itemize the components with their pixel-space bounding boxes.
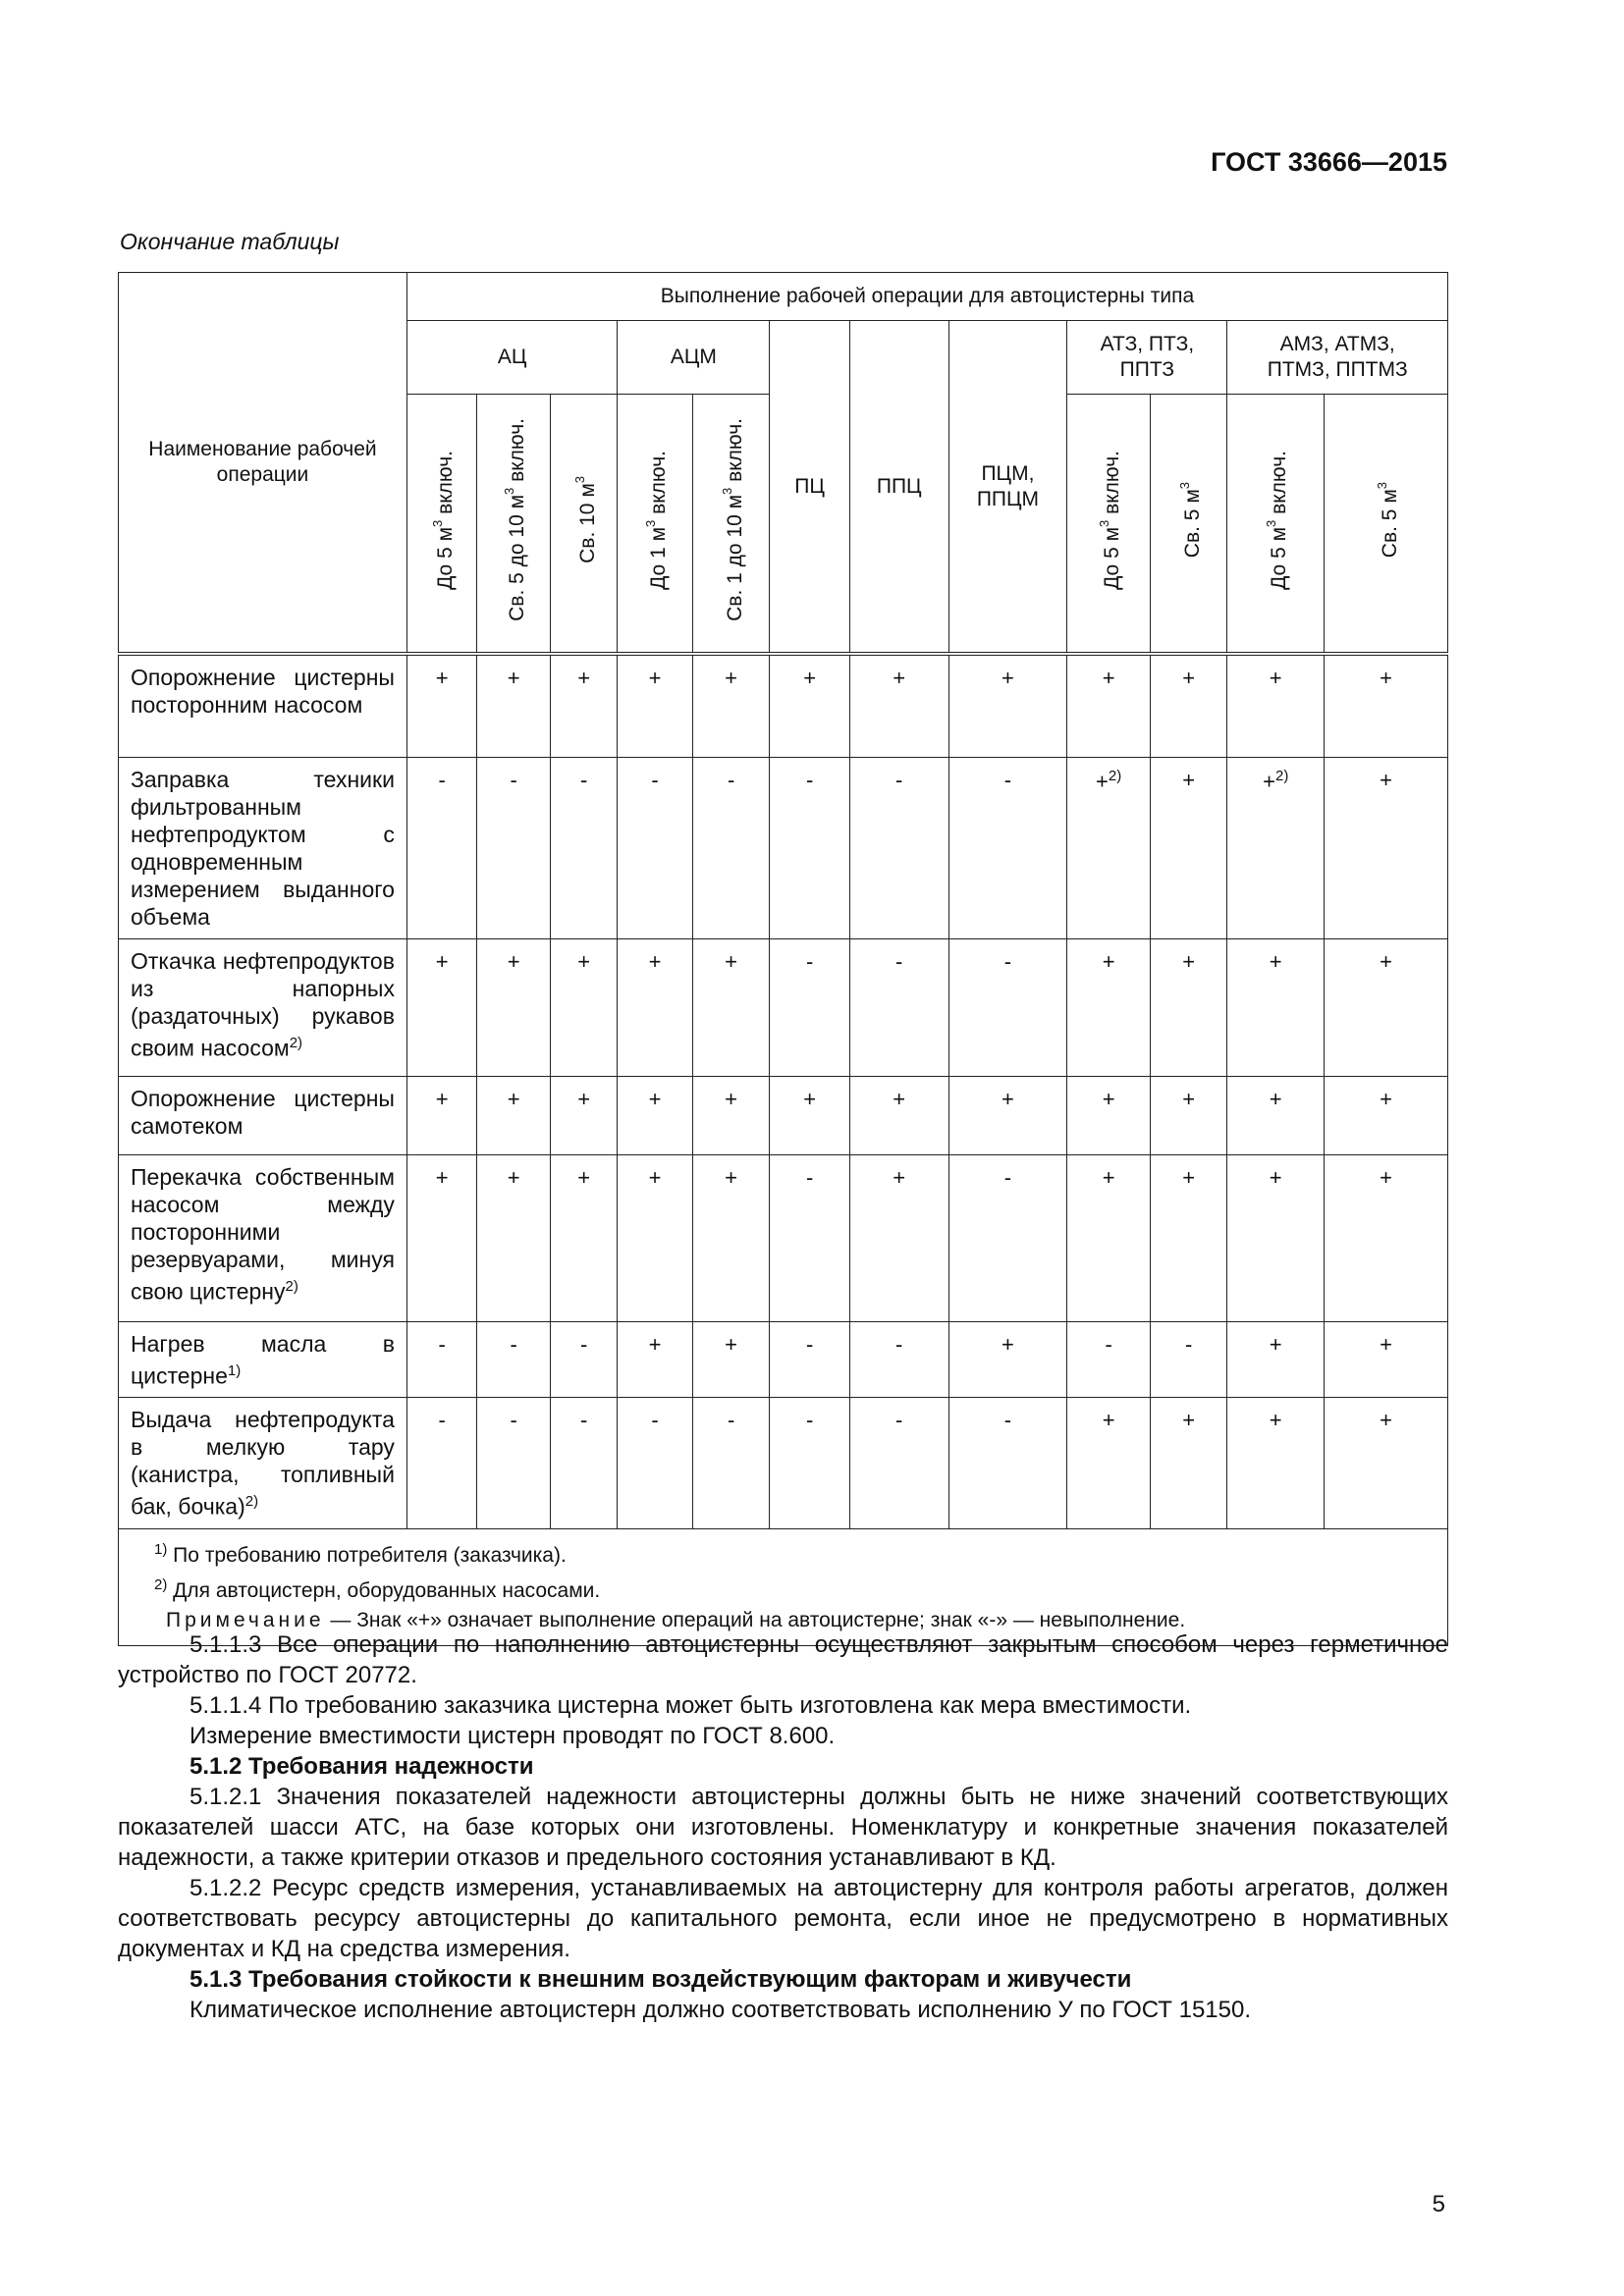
table-cell: + (849, 1076, 948, 1154)
paragraph-5-1-2-1: 5.1.2.1 Значения показателей надежности автоцистерны должны быть не ниже значений соответствующих показателей шасси АТС, на базе которых они изготовлены. Номенклатуру и конкретные значения показателей надежности, а также критерии отказов и предельного состояния устанавливают в КД. (118, 1784, 1448, 1871)
table-cell: - (849, 1321, 948, 1398)
col-ac-1: До 5 $м^3$ включ. (406, 395, 476, 655)
operation-name: Откачка нефтепродуктов из напорных (раздаточных) рукавов своим насосом$^{2)}$ (119, 938, 407, 1076)
table-cell: + (1325, 1076, 1448, 1154)
table-cell: - (770, 1398, 850, 1529)
table-cell: - (849, 938, 948, 1076)
operations-table (118, 272, 1448, 1646)
table-cell: + (948, 1321, 1067, 1398)
table-cell: + (477, 654, 550, 757)
heading-5-1-3: 5.1.3 Требования стойкости к внешним воздействующим факторам и живучести (189, 1966, 1132, 1993)
table-cell: + (1227, 938, 1325, 1076)
col-amz-1: До 5 $м^3$ включ. (1227, 395, 1325, 655)
footnote-2: $^{2)}$ Для автоцистерн, оборудованных насосами. (154, 1575, 601, 1602)
paragraph-capacity: Измерение вместимости цистерн проводят по ГОСТ 8.600. (189, 1723, 836, 1749)
table-cell: + (692, 1076, 770, 1154)
table-row (119, 1154, 1448, 1321)
col-ac-2: Св. 5 до 10 $м^3$ включ. (477, 395, 550, 655)
table-cell: +$^{2)}$ (1227, 757, 1325, 938)
table-row (119, 1398, 1448, 1529)
table-cell: + (1150, 1398, 1227, 1529)
paragraph-5-1-1-4: 5.1.1.4 По требованию заказчика цистерна может быть изготовлена как мера вместимости. (189, 1692, 1192, 1719)
table-cell: + (550, 654, 617, 757)
table-cell: + (618, 654, 693, 757)
col-ac-3: Св. 10 $м^3$ (550, 395, 617, 655)
table-cell: - (770, 757, 850, 938)
table-cell: + (1325, 938, 1448, 1076)
table-cell: - (550, 1321, 617, 1398)
subgroup-ac: АЦ (406, 321, 617, 395)
table-cell: + (692, 1154, 770, 1321)
table-cell: - (618, 1398, 693, 1529)
table-cell: - (406, 1321, 476, 1398)
operation-name-header: Наименование рабочей операции (119, 273, 407, 655)
col-atz-1: До 5 $м^3$ включ. (1067, 395, 1151, 655)
table-cell: - (477, 1321, 550, 1398)
table-row (119, 1076, 1448, 1154)
table-cell: + (477, 1154, 550, 1321)
subgroup-atz: АТЗ, ПТЗ, ППТЗ (1067, 321, 1227, 395)
table-cell: + (477, 938, 550, 1076)
table-cell: - (770, 1321, 850, 1398)
table-cell: - (406, 1398, 476, 1529)
subgroup-pcm: ПЦМ, ППЦМ (948, 321, 1067, 655)
table-row (119, 757, 1448, 938)
heading-5-1-2: 5.1.2 Требования надежности (189, 1753, 534, 1780)
table-cell: + (1150, 757, 1227, 938)
table-cell: + (477, 1076, 550, 1154)
table-cell: +$^{2)}$ (1067, 757, 1151, 938)
table-cell: + (1227, 1321, 1325, 1398)
operation-name: Нагрев масла в цистерне$^{1)}$ (119, 1321, 407, 1398)
table-cell: + (1150, 654, 1227, 757)
table-cell: - (692, 1398, 770, 1529)
operation-name: Заправка техники фильтрованным нефтепродуктом с одновременным измерением выданного объема (119, 757, 407, 938)
body-text (118, 1629, 1448, 2025)
table-cell: + (692, 1321, 770, 1398)
paragraph-climate: Климатическое исполнение автоцистерн должно соответствовать исполнению У по ГОСТ 15150. (189, 1997, 1252, 2023)
table-cell: + (770, 654, 850, 757)
table-cell: + (692, 938, 770, 1076)
table-cell: + (1325, 1398, 1448, 1529)
table-note: Примечание — Знак «+» означает выполнение операций на автоцистерне; знак «-» — невыполнение. (166, 1608, 1186, 1631)
table-cell: + (1067, 1076, 1151, 1154)
table-cell: + (1325, 1321, 1448, 1398)
table-cell: + (618, 938, 693, 1076)
paragraph-5-1-2-2: 5.1.2.2 Ресурс средств измерения, устанавливаемых на автоцистерну для контроля работы агрегатов, должен соответствовать ресурсу автоцистерны до капитального ремонта, если иное не предусмотрено в нормативных документах и КД на средства измерения. (118, 1875, 1448, 1962)
table-cell: + (948, 654, 1067, 757)
table-cell: - (477, 1398, 550, 1529)
col-acm-1: До 1 $м^3$ включ. (618, 395, 693, 655)
col-atz-2: Св. 5 $м^3$ (1150, 395, 1227, 655)
table-caption: Окончание таблицы (120, 229, 340, 254)
table-cell: + (849, 654, 948, 757)
table-cell: - (1150, 1321, 1227, 1398)
table-cell: + (1227, 1154, 1325, 1321)
table-cell: + (618, 1154, 693, 1321)
table-cell: + (948, 1076, 1067, 1154)
table-cell: + (406, 1076, 476, 1154)
table-cell: + (1150, 1076, 1227, 1154)
table-cell: + (1150, 1154, 1227, 1321)
group-header: Выполнение рабочей операции для автоцистерны типа (406, 273, 1447, 321)
paragraph-5-1-1-3: 5.1.1.3 Все операции по наполнению автоцистерны осуществляют закрытым способом через герметичное устройство по ГОСТ 20772. (118, 1631, 1448, 1688)
table-cell: + (849, 1154, 948, 1321)
table-cell: - (477, 757, 550, 938)
table-cell: - (948, 1398, 1067, 1529)
table-cell: + (1067, 1398, 1151, 1529)
table-cell: + (1227, 1076, 1325, 1154)
table-cell: + (406, 1154, 476, 1321)
table-cell: + (692, 654, 770, 757)
table-cell: - (849, 757, 948, 938)
table-cell: - (948, 757, 1067, 938)
page-number: 5 (1432, 2191, 1445, 2217)
table-cell: + (550, 938, 617, 1076)
col-acm-2: Св. 1 до 10 $м^3$ включ. (692, 395, 770, 655)
table-cell: + (1067, 1154, 1151, 1321)
table-footnotes (119, 1528, 1448, 1645)
operation-name: Выдача нефтепродукта в мелкую тару (канистра, топливный бак, бочка)$^{2)}$ (119, 1398, 407, 1529)
table-cell: + (1325, 1154, 1448, 1321)
subgroup-pc: ПЦ (770, 321, 850, 655)
table-cell: + (550, 1154, 617, 1321)
table-cell: - (770, 1154, 850, 1321)
table-cell: - (406, 757, 476, 938)
table-cell: + (1067, 654, 1151, 757)
operation-name: Опорожнение цистерны посторонним насосом (119, 654, 407, 757)
table-cell: - (550, 757, 617, 938)
table-cell: + (406, 938, 476, 1076)
table-cell: + (406, 654, 476, 757)
table-cell: + (618, 1321, 693, 1398)
table-cell: + (770, 1076, 850, 1154)
table-cell: - (948, 938, 1067, 1076)
table-cell: + (1325, 654, 1448, 757)
table-row (119, 654, 1448, 757)
table-body (119, 654, 1448, 1528)
table-cell: - (948, 1154, 1067, 1321)
table-row (119, 1321, 1448, 1398)
operation-name: Опорожнение цистерны самотеком (119, 1076, 407, 1154)
table-cell: + (550, 1076, 617, 1154)
table-cell: + (618, 1076, 693, 1154)
table-cell: - (849, 1398, 948, 1529)
subgroup-ppc: ППЦ (849, 321, 948, 655)
col-amz-2: Св. 5 $м^3$ (1325, 395, 1448, 655)
subgroup-acm: АЦМ (618, 321, 770, 395)
table-cell: + (1325, 757, 1448, 938)
table-cell: - (770, 938, 850, 1076)
document-header: ГОСТ 33666—2015 (1211, 147, 1447, 177)
table-cell: + (1150, 938, 1227, 1076)
table-cell: + (1227, 1398, 1325, 1529)
table-cell: - (618, 757, 693, 938)
table-cell: + (1227, 654, 1325, 757)
table-row (119, 938, 1448, 1076)
table-cell: - (1067, 1321, 1151, 1398)
table-cell: - (550, 1398, 617, 1529)
operation-name: Перекачка собственным насосом между посторонними резервуарами, минуя свою цистерну$^{2)}$ (119, 1154, 407, 1321)
footnote-1: $^{1)}$ По требованию потребителя (заказчика). (154, 1540, 567, 1567)
table-cell: - (692, 757, 770, 938)
subgroup-amz: АМЗ, АТМЗ, ПТМЗ, ППТМЗ (1227, 321, 1448, 395)
table-cell: + (1067, 938, 1151, 1076)
